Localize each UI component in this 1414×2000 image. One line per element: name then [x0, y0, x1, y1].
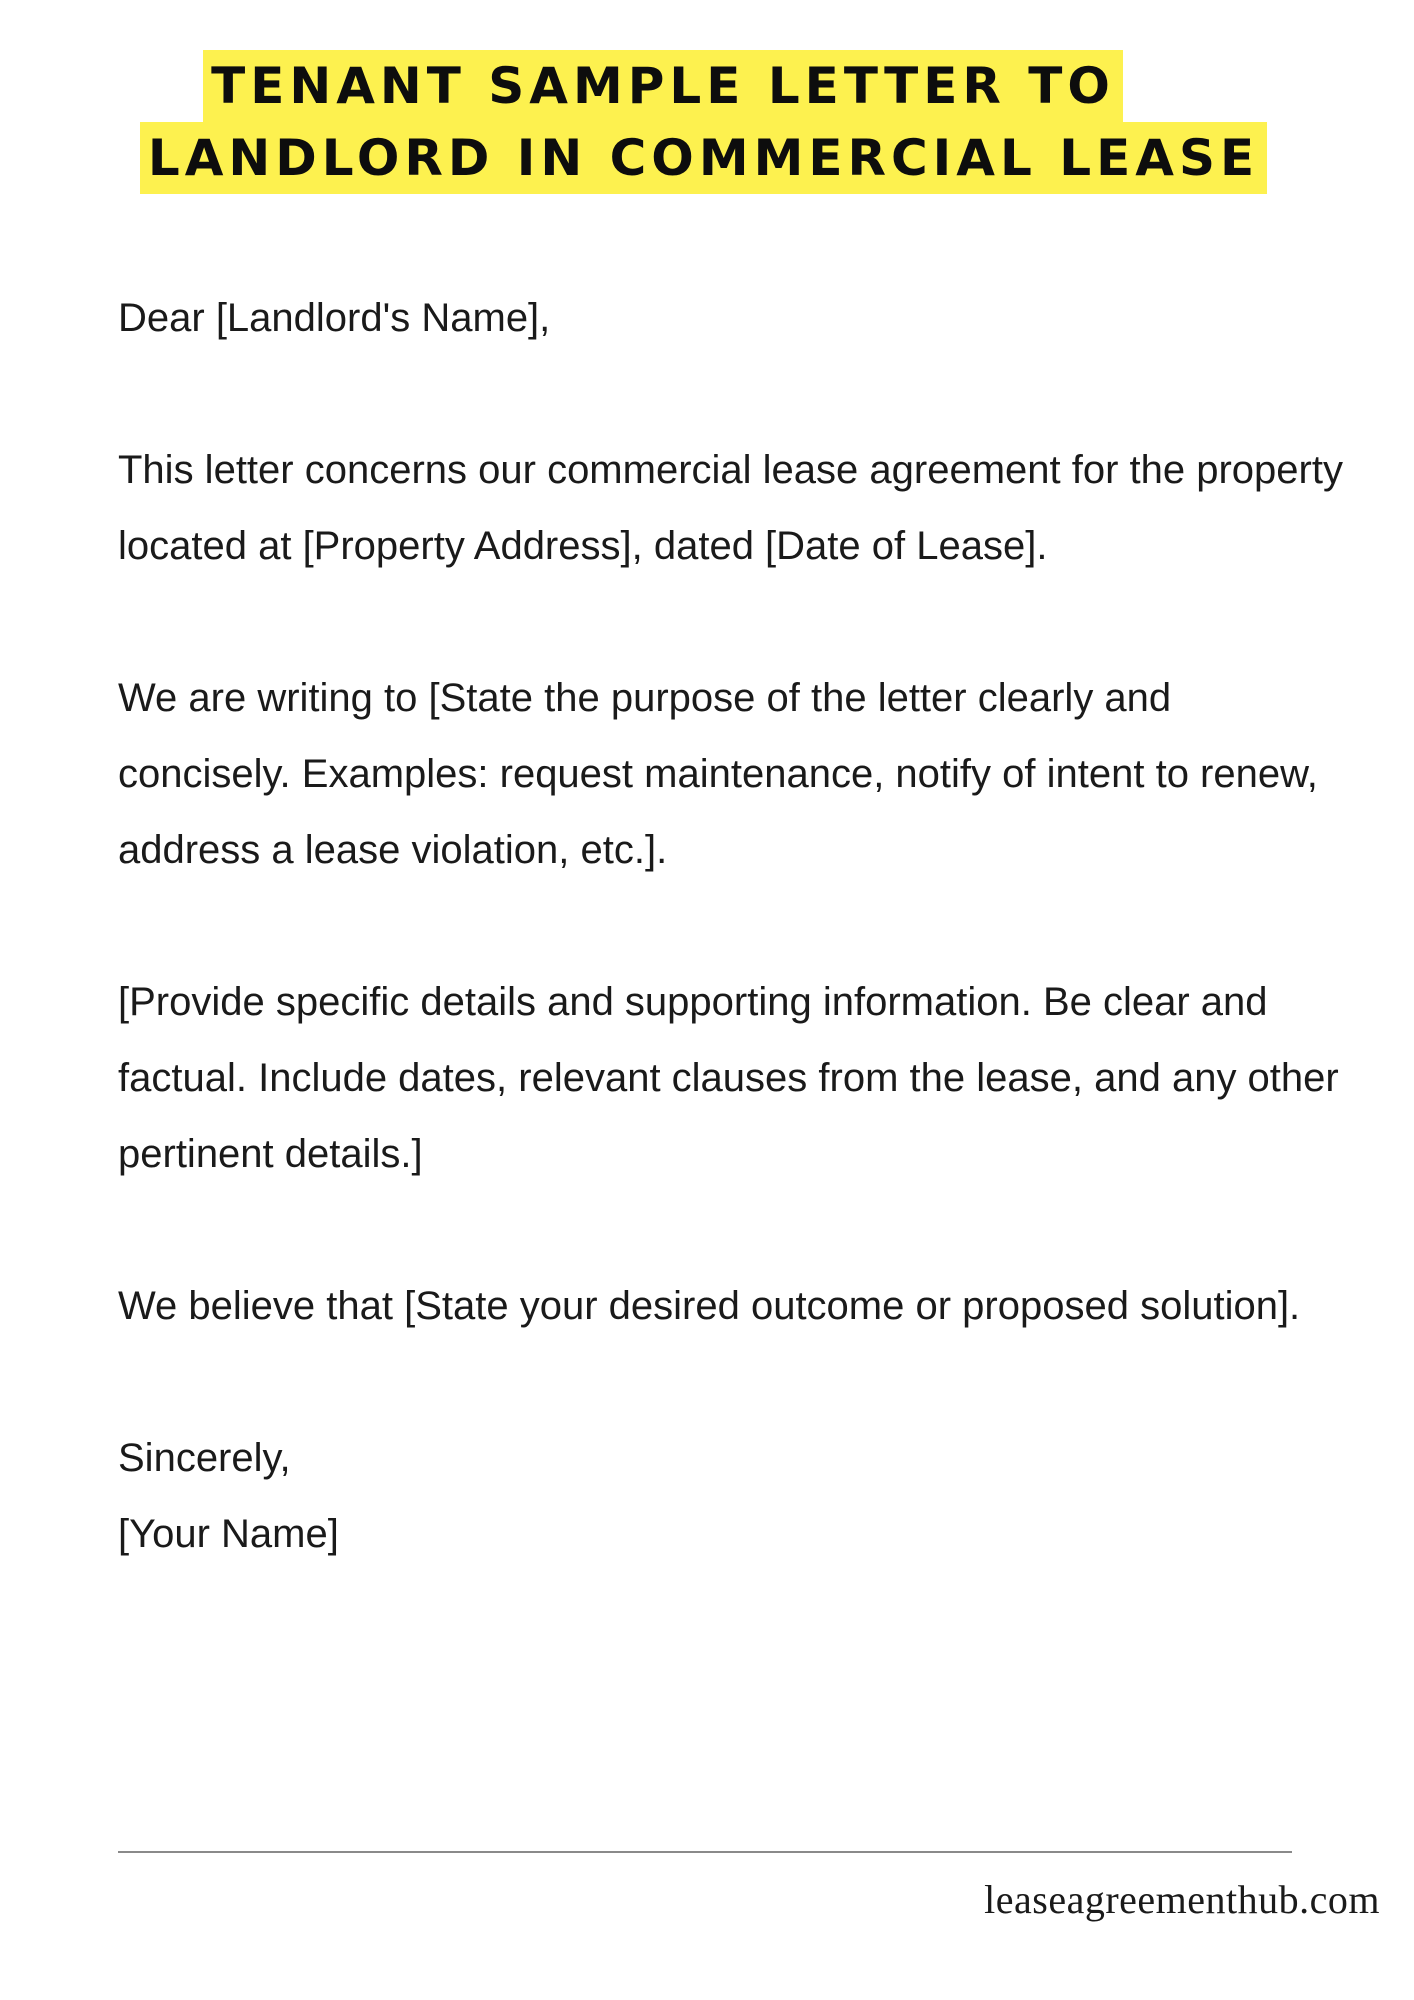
paragraph-desired-outcome: We believe that [State your desired outcome or proposed solution].: [118, 1284, 1301, 1328]
letter-body: [118, 280, 1348, 1572]
footer-website: leaseagreementhub.com: [984, 1877, 1380, 1922]
salutation: Dear [Landlord's Name],: [118, 296, 551, 340]
closing: Sincerely,: [118, 1436, 291, 1480]
title-line-1: TENANT SAMPLE LETTER TO: [203, 50, 1123, 122]
signature: [Your Name]: [118, 1512, 339, 1556]
title-line-2: LANDLORD IN COMMERCIAL LEASE: [140, 122, 1267, 194]
footer-divider: [118, 1851, 1292, 1853]
paragraph-lease-reference: This letter concerns our commercial lease agreement for the property located at [Property Address], dated [Date of Lease].: [118, 448, 1343, 568]
paragraph-details: [Provide specific details and supporting information. Be clear and factual. Include dates, relevant clauses from the lease, and any other pertinent details.]: [118, 980, 1339, 1176]
paragraph-purpose: We are writing to [State the purpose of the letter clearly and concisely. Examples: request maintenance, notify of intent to renew, address a lease violation, etc.].: [118, 676, 1318, 872]
document-title: [0, 50, 1414, 194]
